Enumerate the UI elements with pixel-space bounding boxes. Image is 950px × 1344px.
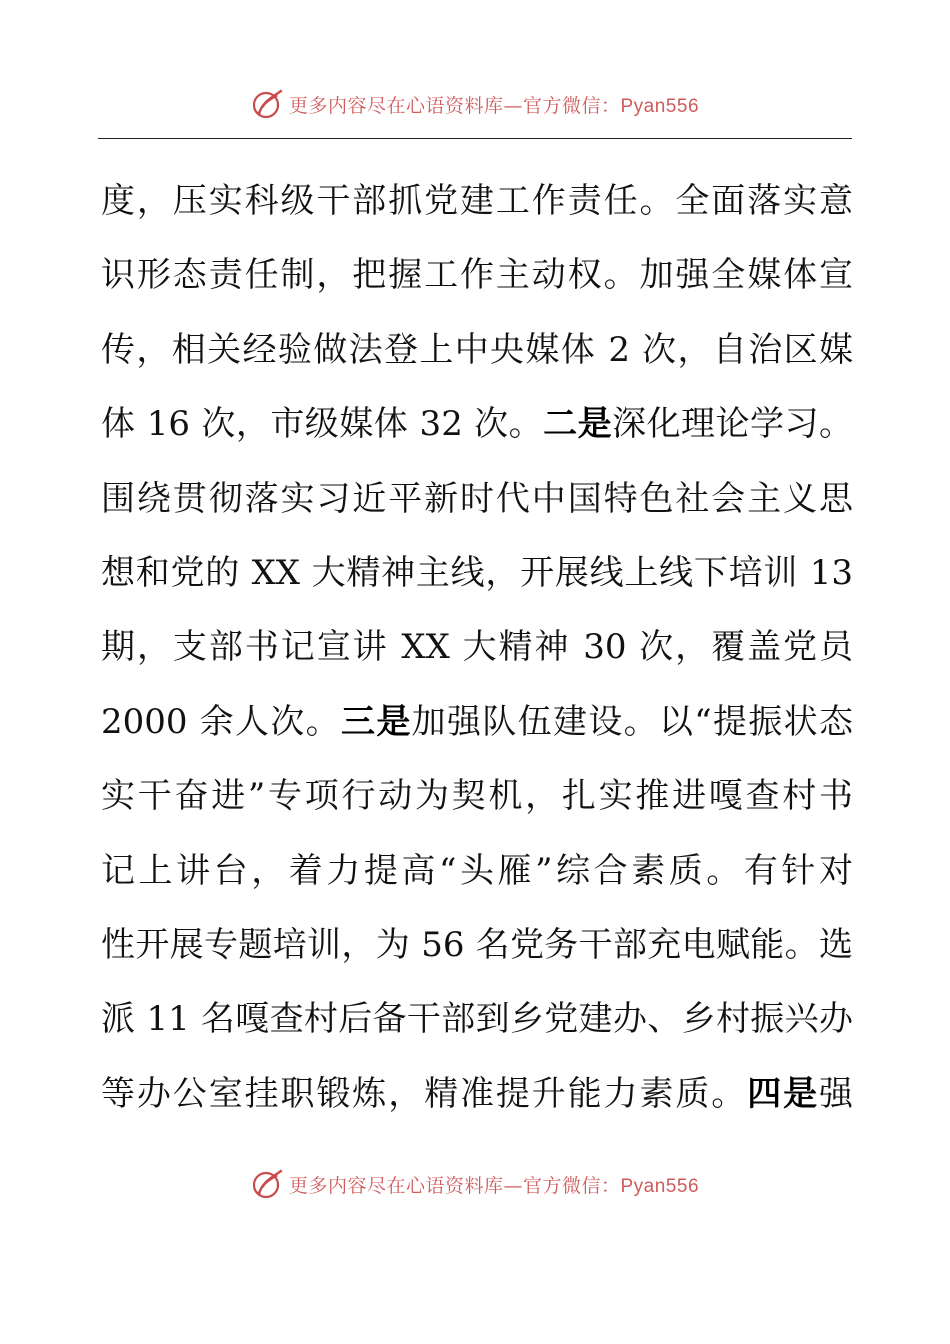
body-text-segment: 深化理论学习。: [612, 404, 854, 445]
body-line: [101, 1057, 853, 1131]
bold-keyword: 二是: [543, 404, 613, 445]
bold-keyword: 三是: [340, 701, 412, 742]
body-text-segment: 想和党的 XX 大精神主线，开展线上线下培训 13: [101, 552, 853, 593]
body-text-segment: 派 11 名嘎查村后备干部到乡党建办、乡村振兴办: [101, 999, 853, 1040]
header-banner-text: 更多内容尽在心语资料库—官方微信：Pyan556: [288, 94, 700, 117]
body-text-segment: 期，支部书记宣讲 XX 大精神 30 次，覆盖党员: [101, 627, 853, 668]
footer-wechat-id: Pyan556: [620, 1175, 700, 1197]
body-line: [101, 982, 853, 1056]
body-text-segment: 加强队伍建设。以“提振状态: [411, 701, 853, 742]
body-line: [101, 313, 853, 387]
bold-keyword: 四是: [747, 1073, 820, 1114]
pen-logo-icon: [251, 87, 285, 121]
footer-banner-text: 更多内容尽在心语资料库—官方微信：Pyan556: [288, 1174, 700, 1197]
body-text-segment: 记上讲台，着力提高“头雁”综合素质。有针对: [101, 850, 853, 891]
body-text-segment: 2000 余人次。: [101, 701, 341, 742]
body-line: [101, 536, 853, 610]
pen-logo-icon: [251, 1167, 285, 1201]
header-banner: [0, 84, 950, 124]
body-text-segment: 度，压实科级干部抓党建工作责任。全面落实意: [101, 181, 853, 221]
body-text-segment: 实干奋进”专项行动为契机，扎实推进嘎查村书: [101, 776, 853, 817]
document-body: [101, 164, 853, 1131]
body-line: [101, 685, 853, 759]
body-line: [101, 834, 853, 908]
body-line: [101, 462, 853, 536]
body-text-segment: 等办公室挂职锻炼，精准提升能力素质。: [101, 1073, 748, 1114]
body-line: [101, 759, 853, 833]
body-line: [101, 387, 853, 461]
body-text-segment: 性开展专题培训，为 56 名党务干部充电赋能。选: [101, 924, 853, 965]
body-line: [101, 238, 853, 312]
body-line: [101, 908, 853, 982]
body-text-segment: 围绕贯彻落实习近平新时代中国特色社会主义思: [101, 478, 853, 519]
body-text-segment: 体 16 次，市级媒体 32 次。: [101, 404, 544, 445]
footer-banner: [0, 1164, 950, 1204]
body-line: [101, 610, 853, 684]
body-text-segment: 强: [819, 1073, 854, 1114]
body-line: [101, 164, 853, 238]
header-wechat-id: Pyan556: [620, 95, 700, 117]
body-text-segment: 识形态责任制，把握工作主动权。加强全媒体宣: [101, 255, 853, 296]
body-text-segment: 传，相关经验做法登上中央媒体 2 次，自治区媒: [101, 329, 853, 370]
header-divider: [98, 138, 852, 139]
